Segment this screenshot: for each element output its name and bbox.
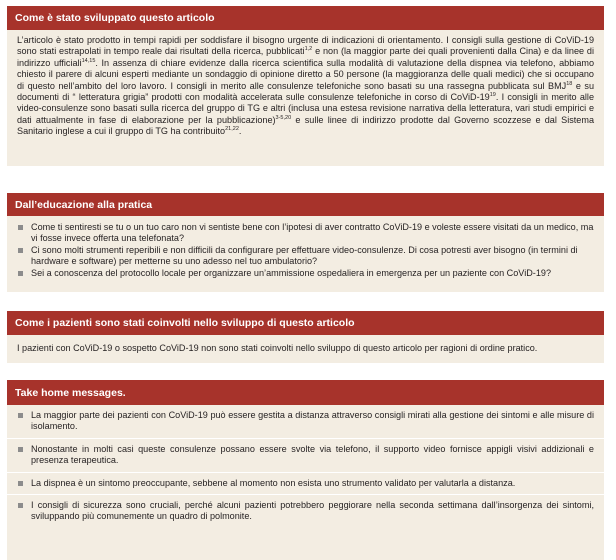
section-body xyxy=(7,30,604,166)
reference: 14,15 xyxy=(81,57,96,64)
square-bullet-icon xyxy=(18,481,23,486)
section-development xyxy=(7,6,604,166)
square-bullet-icon xyxy=(18,248,23,253)
list-item: I consigli di sicurezza sono cruciali, perché alcuni pazienti potrebbero peggiorare nella seconda settimana dall’insorgenza dei sintomi, sviluppando più comunemente un quadro di polmonite. xyxy=(7,495,604,528)
square-bullet-icon xyxy=(18,503,23,508)
section-header: Dall’educazione alla pratica xyxy=(7,193,604,216)
reference: 1,2 xyxy=(304,46,313,53)
patient-involvement-text: I pazienti con CoViD-19 o sospetto CoViD-19 non sono stati coinvolti nello sviluppo di questo articolo per ragioni di ordine pratico. xyxy=(17,343,538,353)
section-header: Come è stato sviluppato questo articolo xyxy=(7,6,604,30)
square-bullet-icon xyxy=(18,413,23,418)
section-take-home xyxy=(7,380,604,560)
section-header: Take home messages. xyxy=(7,380,604,405)
list-item: La maggior parte dei pazienti con CoViD-19 può essere gestita a distanza attraverso consigli mirati alla gestione dei sintomi e alle misure di isolamento. xyxy=(7,405,604,439)
section-body xyxy=(7,405,604,560)
list-item: Nonostante in molti casi queste consulenze possano essere svolte via telefono, il supporto video fornisce appigli visivi addizionali e presenza terapeutica. xyxy=(7,439,604,473)
reference: 3-5,20 xyxy=(275,114,292,121)
section-body xyxy=(7,335,604,363)
list-item: Ci sono molti strumenti reperibili e non difficili da configurare per effettuare video-consulenze. Di cosa potresti aver bisogno (in termini di hardware e software) per metterne su uno adesso nel tuo ambulatorio? xyxy=(17,245,594,268)
section-patient-involvement xyxy=(7,311,604,363)
section-body xyxy=(7,216,604,292)
list-item: La dispnea è un sintomo preoccupante, sebbene al momento non esista uno strumento validato per valutarla a distanza. xyxy=(7,473,604,495)
list-item: Come ti sentiresti se tu o un tuo caro non vi sentiste bene con l’ipotesi di aver contratto CoViD-19 e voleste essere visitati da un medico, ma vi fosse invece offerta una telefonata? xyxy=(17,222,594,245)
development-paragraph: L’articolo è stato prodotto in tempi rapidi per soddisfare il bisogno urgente di indicazioni di orientamento. I consigli sulla gestione di CoViD-19 sono stati estrapolati in tempo reale dai risultati della ricerca, pubblicati$^{1,2}$ e non (la maggior parte dei quali provenienti dalla Cina) e da linee di indirizzo ufficiali$^{14,15}$. In assenza di chiare evidenze dalla ricerca scientifica sulla modalità di valutazione della dispnea via telefono, abbiamo chiesto il parere di alcuni esperti mediante un sondaggio di opinione diretto a 50 persone (la maggioranza delle quali medici) che si occupano di questo nell’ambito del loro lavoro. I consigli in merito alle consulenze telefoniche sono basati su una rassegna pubblicata sul BMJ$^{18}$ e su documenti di “ letteratura grigia” prodotti con modalità accelerata sulle consulenze telefoniche in corso di CoViD-$19^{19}$. I consigli in merito alle video-consulenze sono basati sulla ricerca del gruppo di TG e altri (inclusa una estesa revisione narrativa della letteratura, vari studi empirici e dati attualmente in fase di elaborazione per la pubblicazione)$^{3-5,20}$ e sulle linee di indirizzo prodotte dal Governo scozzese e dal Sistema Sanitario inglese a cui il gruppo di TG ha contribuito$^{21,22}$. xyxy=(17,35,595,137)
square-bullet-icon xyxy=(18,271,23,276)
reference: 18 xyxy=(566,80,573,87)
square-bullet-icon xyxy=(18,447,23,452)
reference: 19 xyxy=(489,92,496,99)
section-header: Come i pazienti sono stati coinvolti nello sviluppo di questo articolo xyxy=(7,311,604,335)
square-bullet-icon xyxy=(18,225,23,230)
reference: 21,22 xyxy=(225,126,239,133)
section-education-practice xyxy=(7,193,604,292)
list-item: Sei a conoscenza del protocollo locale per organizzare un’ammissione ospedaliera in emergenza per un paziente con CoViD-19? xyxy=(17,268,594,279)
